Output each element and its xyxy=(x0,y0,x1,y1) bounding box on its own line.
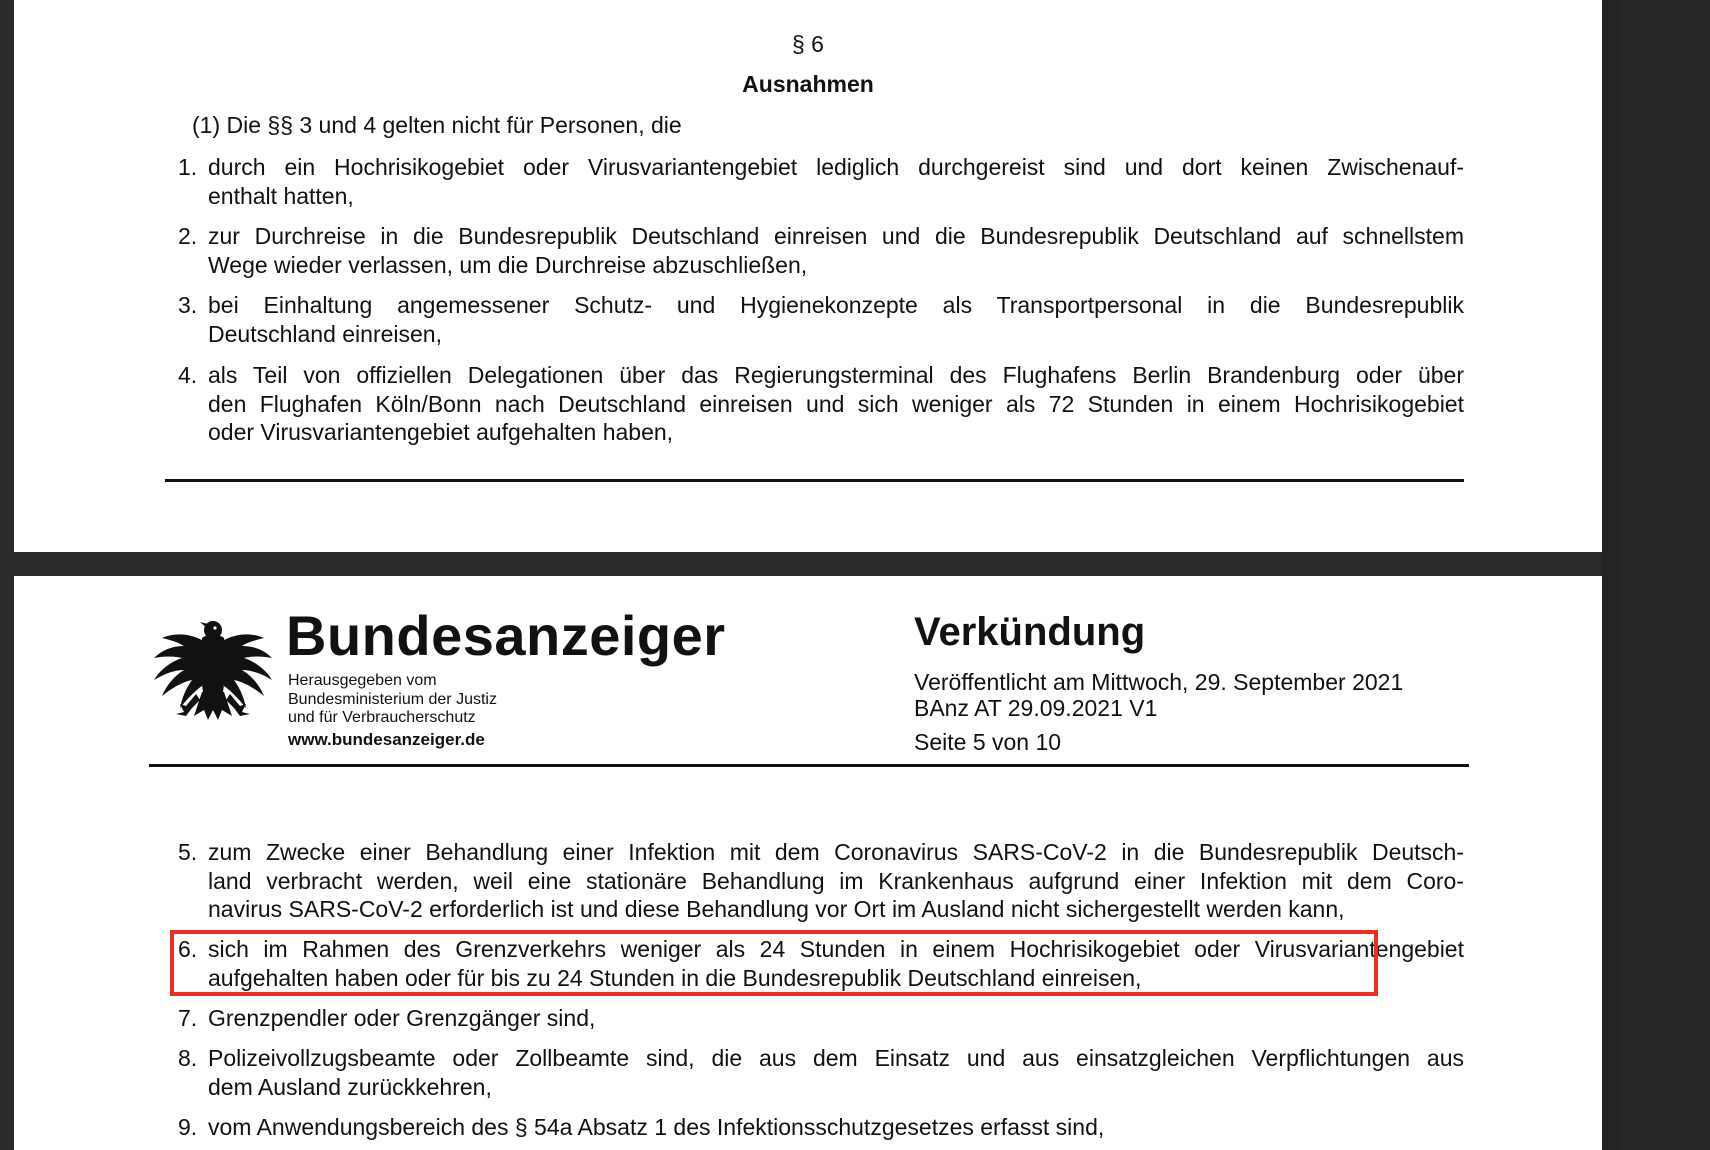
publisher-line: Herausgegeben vom xyxy=(288,672,437,689)
text-line: als Teil von offiziellen Delegationen über das Regierungsterminal des Flughafens Berlin Brandenburg oder über xyxy=(208,362,1464,388)
text-line: Grenzpendler oder Grenzgänger sind, xyxy=(208,1005,596,1031)
pdf-page-top xyxy=(14,0,1602,552)
publication-date: Veröffentlicht am Mittwoch, 29. September 2021 xyxy=(914,669,1404,695)
list-item-number: 4. xyxy=(178,362,198,388)
paragraph-intro: (1) Die §§ 3 und 4 gelten nicht für Personen, die xyxy=(192,112,682,138)
federal-eagle-logo xyxy=(150,616,276,734)
list-item-text xyxy=(208,1113,1464,1142)
list-item-text xyxy=(208,153,1464,210)
text-line: vom Anwendungsbereich des § 54a Absatz 1 des Infektionsschutzgesetzes erfasst sind, xyxy=(208,1114,1105,1140)
text-line: aufgehalten haben oder für bis zu 24 Stunden in die Bundesrepublik Deutschland einreisen, xyxy=(208,964,1142,991)
list-item-text xyxy=(208,838,1464,924)
viewer-side-panel xyxy=(1620,0,1710,1150)
publisher-line: Bundesministerium der Justiz xyxy=(288,690,497,708)
list-item-text xyxy=(208,935,1464,992)
text-line: zum Zwecke einer Behandlung einer Infektion mit dem Coronavirus SARS-CoV-2 in die Bundesrepublik Deutsch- xyxy=(208,839,1464,865)
text-line: oder Virusvariantengebiet aufgehalten haben, xyxy=(208,419,674,445)
text-line: Polizeivollzugsbeamte oder Zollbeamte sind, die aus dem Einsatz und aus einsatzgleichen Verpflichtungen aus xyxy=(208,1045,1464,1071)
text-line: dem Ausland zurückkehren, xyxy=(208,1073,492,1100)
text-line: enthalt hatten, xyxy=(208,182,354,209)
list-item-text xyxy=(208,1004,1464,1033)
list-item-number: 8. xyxy=(178,1045,198,1071)
list-item-number: 3. xyxy=(178,292,198,318)
list-item-text xyxy=(208,361,1464,447)
list-item-number: 5. xyxy=(178,839,198,865)
announcement-title: Verkündung xyxy=(914,610,1146,654)
header-rule xyxy=(149,764,1469,767)
publication-name: Bundesanzeiger xyxy=(286,604,726,667)
text-line: bei Einhaltung angemessener Schutz- und Hygienekonzepte als Transportpersonal in die Bundesrepublik xyxy=(208,292,1464,318)
list-item-number: 6. xyxy=(178,936,198,962)
publisher-info xyxy=(288,672,497,728)
page-end-rule xyxy=(165,479,1464,482)
list-item-number: 9. xyxy=(178,1114,198,1140)
text-line: Wege wieder verlassen, um die Durchreise abzuschließen, xyxy=(208,251,808,278)
list-item-text xyxy=(208,222,1464,279)
eagle-icon xyxy=(150,616,276,734)
page-indicator: Seite 5 von 10 xyxy=(914,729,1062,755)
list-item-text xyxy=(208,1044,1464,1101)
section-number: § 6 xyxy=(792,31,824,57)
list-item-number: 7. xyxy=(178,1005,198,1031)
text-line: land verbracht werden, weil eine stationäre Behandlung im Krankenhaus aufgrund einer Infektion mit dem Coro- xyxy=(208,867,1464,894)
list-item-text xyxy=(208,291,1464,348)
publisher-line: und für Verbraucherschutz xyxy=(288,709,476,726)
section-title: Ausnahmen xyxy=(742,71,874,97)
pdf-page-bottom xyxy=(14,576,1602,1150)
publication-reference: BAnz AT 29.09.2021 V1 xyxy=(914,695,1158,721)
list-item-number: 2. xyxy=(178,223,198,249)
text-line: Deutschland einreisen, xyxy=(208,320,442,347)
text-line: navirus SARS-CoV-2 erforderlich ist und diese Behandlung vor Ort im Ausland nicht sichergestellt werden kann, xyxy=(208,896,1345,922)
website-url: www.bundesanzeiger.de xyxy=(288,730,485,749)
text-line: sich im Rahmen des Grenzverkehrs weniger als 24 Stunden in einem Hochrisikogebiet oder Virusvariantengebiet xyxy=(208,936,1464,962)
text-line: durch ein Hochrisikogebiet oder Virusvariantengebiet lediglich durchgereist sind und dort keinen Zwischenauf- xyxy=(208,154,1464,180)
list-item-number: 1. xyxy=(178,154,198,180)
text-line: den Flughafen Köln/Bonn nach Deutschland einreisen und sich weniger als 72 Stunden in einem Hochrisikogebiet xyxy=(208,390,1464,417)
page-scrollbar-track[interactable] xyxy=(1602,0,1620,1150)
text-line: zur Durchreise in die Bundesrepublik Deutschland einreisen und die Bundesrepublik Deutschland auf schnellstem xyxy=(208,223,1464,249)
